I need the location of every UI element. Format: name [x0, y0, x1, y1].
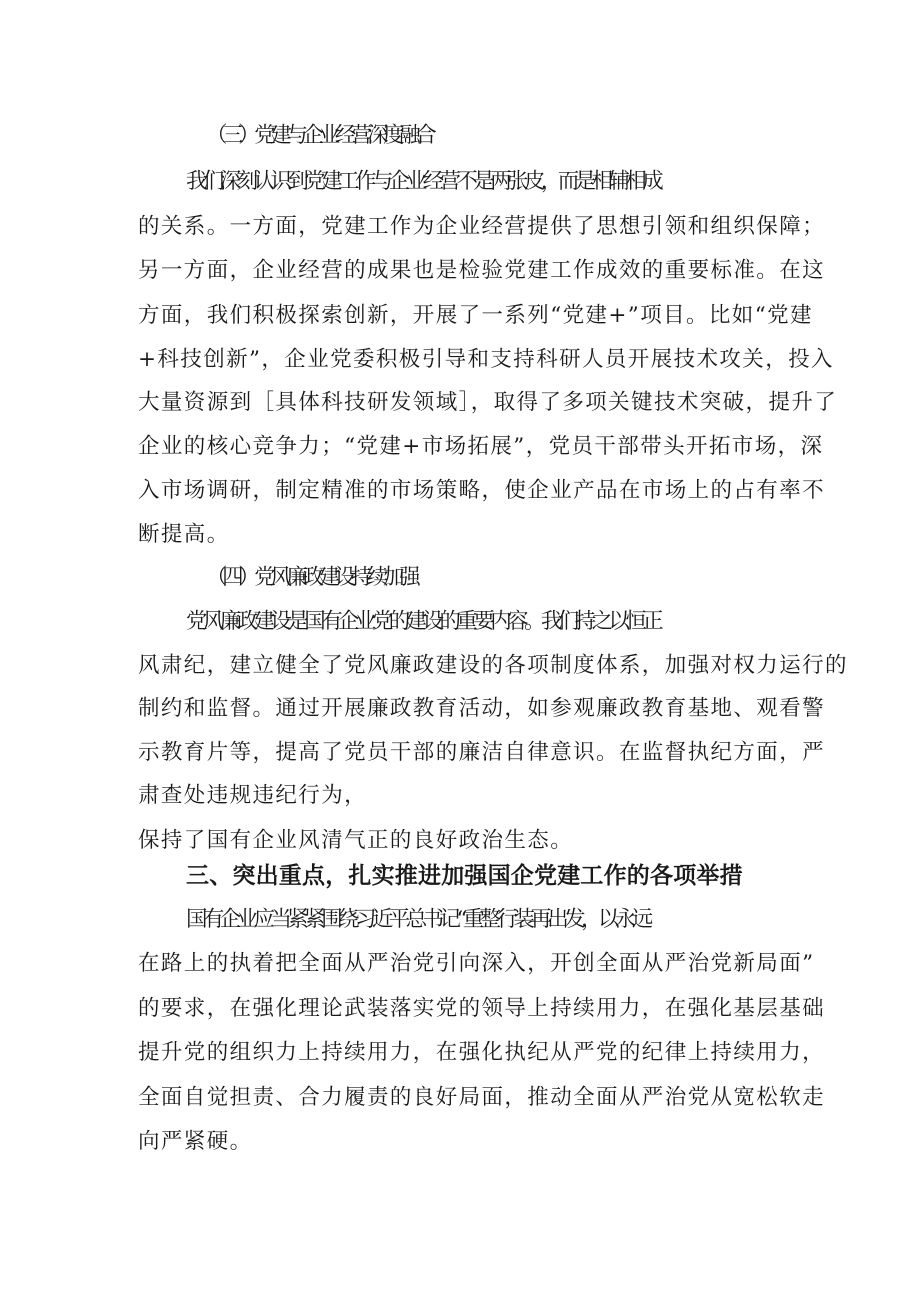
- section-4-line-1: 党风廉政建设是国有企业党的建设的重要内容。我们持之以恒正: [186, 609, 660, 634]
- section-3-line-3: 另一方面，企业经营的成果也是检验党建工作成效的重要标准。在这: [138, 258, 826, 283]
- section-3-line-4: 方面，我们积极探索创新，开展了一系列“党建+”项目。比如“党建: [138, 303, 813, 328]
- part-3-line-1: 国有企业应当紧紧围绕习近平总书记“重整行装再出发，以永远: [186, 907, 649, 932]
- part-3-line-2: 在路上的执着把全面从严治党引向深入，开创全面从严治党新局面”: [138, 951, 815, 976]
- section-3-line-5: +科技创新”，企业党委积极引导和支持科研人员开展技术攻关，投入: [138, 347, 834, 372]
- section-3-line-2: 的关系。一方面，党建工作为企业经营提供了思想引领和组织保障；: [138, 214, 826, 239]
- part-3-heading: 三、突出重点，扎实推进加强国企党建工作的各项举措: [186, 863, 743, 889]
- section-4-line-3: 制约和监督。通过开展廉政教育活动，如参观廉政教育基地、观看警: [138, 696, 826, 721]
- part-3-line-3: 的要求，在强化理论武装落实党的领导上持续用力，在强化基层基础: [138, 996, 826, 1021]
- section-3-line-9: 断提高。: [138, 522, 230, 547]
- section-4-line-5: 肃查处违规违纪行为，: [138, 783, 368, 808]
- section-4-line-2: 风肃纪，建立健全了党风廉政建设的各项制度体系，加强对权力运行的: [138, 653, 848, 678]
- section-4-line-4: 示教育片等，提高了党员干部的廉洁自律意识。在监督执纪方面，严: [138, 740, 826, 765]
- section-3-line-8: 入市场调研，制定精准的市场策略，使企业产品在市场上的占有率不: [138, 478, 826, 503]
- part-3-line-6: 向严紧硬。: [138, 1129, 253, 1154]
- section-4-heading: （四）党风廉政建设持续加强: [206, 565, 416, 590]
- section-3-heading: （三）党建与企业经营深度融合: [206, 123, 432, 148]
- section-4-line-6: 保持了国有企业风清气正的良好政治生态。: [138, 828, 574, 853]
- part-3-line-4: 提升党的组织力上持续用力，在强化执纪从严党的纪律上持续用力，: [138, 1040, 826, 1065]
- section-3-line-7: 企业的核心竞争力；“党建+市场拓展”，党员干部带头开拓市场，深: [138, 434, 824, 459]
- section-3-line-6: 大量资源到［具体科技研发领域］，取得了多项关键技术突破，提升了: [138, 390, 838, 415]
- part-3-line-5: 全面自觉担责、合力履责的良好局面，推动全面从严治党从宽松软走: [138, 1085, 826, 1110]
- section-3-line-1: 我们深刻认识到党建工作与企业经营不是两张皮，而是相辅相成: [186, 169, 660, 194]
